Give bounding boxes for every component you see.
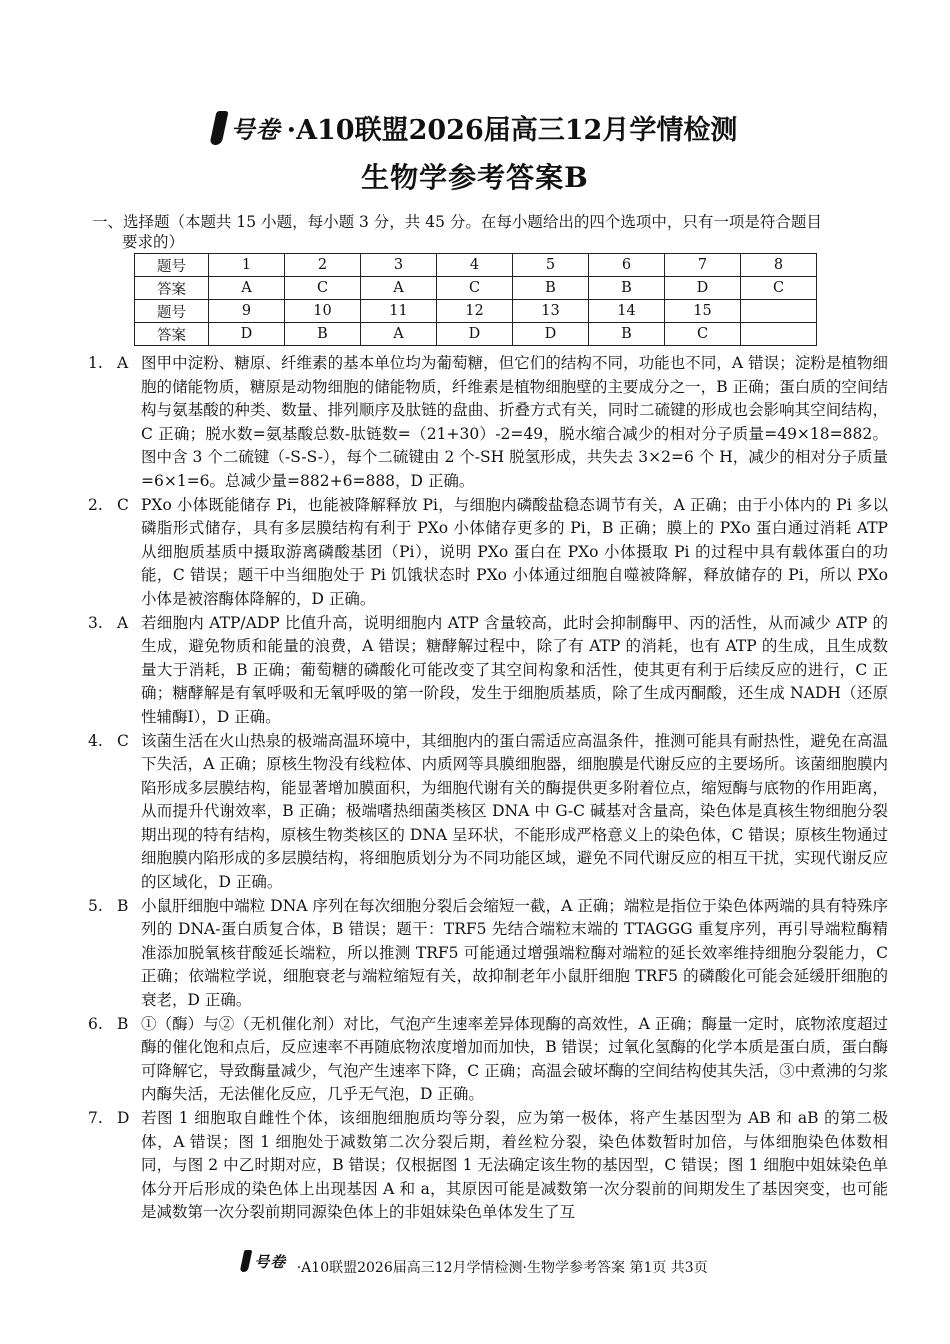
answer-table xyxy=(134,253,817,346)
table-cell: 12 xyxy=(437,300,513,323)
explanation-item xyxy=(88,612,888,730)
item-answer: A xyxy=(117,613,129,632)
table-cell: 4 xyxy=(437,254,513,277)
table-cell: A xyxy=(361,277,437,300)
item-number: 2. xyxy=(88,495,103,514)
table-cell: 13 xyxy=(513,300,589,323)
table-label-question: 题号 xyxy=(135,300,209,323)
explanation-item xyxy=(88,730,888,895)
table-cell: 9 xyxy=(209,300,285,323)
table-cell: 10 xyxy=(285,300,361,323)
title-text: ·A10联盟2026届高三12月学情检测 xyxy=(286,115,738,146)
table-cell: D xyxy=(209,323,285,346)
explanation-item xyxy=(88,895,888,1013)
table-cell: B xyxy=(513,277,589,300)
item-number: 5. xyxy=(88,896,103,915)
table-cell: C xyxy=(741,277,817,300)
table-cell: A xyxy=(361,323,437,346)
table-cell: B xyxy=(589,323,665,346)
table-label-answer: 答案 xyxy=(135,323,209,346)
table-row xyxy=(135,254,817,277)
explanation-item xyxy=(88,1013,888,1107)
table-cell: 15 xyxy=(665,300,741,323)
item-answer: C xyxy=(117,495,129,514)
explanation-item xyxy=(88,1107,888,1225)
footer-logo xyxy=(242,1250,286,1272)
table-cell: C xyxy=(437,277,513,300)
table-cell: 3 xyxy=(361,254,437,277)
item-text: 该菌生活在火山热泉的极端高温环境中，其细胞内的蛋白需适应高温条件，推测可能具有耐热性，避免在高温下失活，A 正确；原核生物没有线粒体、内质网等具膜细胞器，细胞膜是代谢反应的主要场所。该菌细胞膜内陷形成多层膜结构，能显著增加膜面积，为细胞代谢有关的酶提供更多附着位点，缩短酶与底物的作用距离，从而提升代谢效率，B 正确；极端嗜热细菌类核区 DNA 中 G-C 碱基对含量高，染色体是真核生物细胞分裂期出现的特有结构，原核生物类核区的 DNA 呈环状，不能形成严格意义上的染色体，C 错误；原核生物通过细胞膜内陷形成的多层膜结构，将细胞质划分为不同功能区域，避免不同代谢反应的相互干扰，实现代谢反应的区域化，D 正确。 xyxy=(141,731,888,892)
section-heading-line2: 要求的） xyxy=(122,233,185,251)
item-number: 3. xyxy=(88,613,103,632)
table-cell: B xyxy=(285,323,361,346)
section-heading-line1: 一、选择题（本题共 15 小题，每小题 3 分，共 45 分。在每小题给出的四个选项中，只有一项是符合题目 xyxy=(92,213,822,231)
table-cell: 11 xyxy=(361,300,437,323)
table-cell: C xyxy=(285,277,361,300)
item-text: 小鼠肝细胞中端粒 DNA 序列在每次细胞分裂后会缩短一截，A 正确；端粒是指位于染色体两端的具有特殊序列的 DNA-蛋白质复合体，B 错误；题干：TRF5 先结合端粒末端的 TTAGGG 重复序列，再引导端粒酶精准添加脱氧核苷酸延长端粒，所以推测 TRF5 可能通过增强端粒酶对端粒的延长效率维持细胞分裂能力，C 正确；依端粒学说，细胞衰老与端粒缩短有关，故抑制老年小鼠肝细胞 TRF5 的磷酸化可能会延缓肝细胞的衰老，D 正确。 xyxy=(141,896,888,1010)
table-cell: D xyxy=(437,323,513,346)
item-answer: B xyxy=(117,1014,129,1033)
item-answer: A xyxy=(117,354,129,372)
item-answer: B xyxy=(117,896,129,915)
table-label-answer: 答案 xyxy=(135,277,209,300)
item-text: 若细胞内 ATP/ADP 比值升高，说明细胞内 ATP 含量较高，此时会抑制酶甲、丙的活性，从而减少 ATP 的生成，避免物质和能量的浪费，A 错误；糖酵解过程中，除了有 ATP 的消耗，也有 ATP 的生成，且生成数量大于消耗，B 正确；葡萄糖的磷酸化可能改变了其空间构象和活性，使其更有利于后续反应的进行，C 正确；糖酵解是有氧呼吸和无氧呼吸的第一阶段，发生于细胞质基质，除了生成丙酮酸，还生成 NADH（还原性辅酶Ⅰ），D 正确。 xyxy=(141,613,888,726)
page-title xyxy=(213,108,738,147)
table-cell: 6 xyxy=(589,254,665,277)
table-cell: C xyxy=(665,323,741,346)
table-cell: 2 xyxy=(285,254,361,277)
item-answer: D xyxy=(117,1109,130,1127)
page-header xyxy=(0,108,950,149)
item-number: 1. xyxy=(88,354,103,372)
table-cell: B xyxy=(589,277,665,300)
table-cell: 14 xyxy=(589,300,665,323)
table-cell xyxy=(741,300,817,323)
table-cell: 5 xyxy=(513,254,589,277)
item-text: 图甲中淀粉、糖原、纤维素的基本单位均为葡萄糖，但它们的结构不同，功能也不同，A 错误；淀粉是植物细胞的储能物质，糖原是动物细胞的储能物质，纤维素是植物细胞壁的主要成分之一，B 正确；蛋白质的空间结构与氨基酸的种类、数量、排列顺序及肽链的盘曲、折叠方式有关，同时二硫键的形成也会影响其空间结构，C 正确；脱水数=氨基酸总数-肽链数=（21+30）-2=49，脱水缩合减少的相对分子质量=49×18=882。图中含 3 个二硫键（-S-S-），每个二硫键由 2 个-SH 脱氢形成，共失去 3×2=6 个 H，减少的相对分子质量=6×1=6。总减少量=882+6=888，D 正确。 xyxy=(141,354,888,490)
item-number: 6. xyxy=(88,1014,103,1033)
footer-logo-icon xyxy=(240,1250,253,1272)
explanation-item xyxy=(88,352,888,494)
table-cell xyxy=(741,323,817,346)
item-text: 若图 1 细胞取自雌性个体，该细胞细胞质均等分裂，应为第一极体，将产生基因型为 AB 和 aB 的第二极体，A 错误；图 1 细胞处于减数第二次分裂后期，着丝粒分裂，染色体数暂时加倍，与体细胞染色体数相同，与图 2 中乙时期对应，B 错误；仅根据图 1 无法确定该生物的基因型，C 错误；图 1 细胞中姐妹染色单体分开后形成的染色体上出现基因 A 和 a，其原因可能是减数第一次分裂前的间期发生了基因突变，也可能是减数第一次分裂前期同源染色体上的非姐妹染色单体发生了互 xyxy=(141,1109,888,1222)
explanation-item xyxy=(88,494,888,612)
table-cell: D xyxy=(513,323,589,346)
brand-logo-icon xyxy=(209,111,228,145)
footer-logo-text: 号卷 xyxy=(254,1252,287,1271)
table-row xyxy=(135,300,817,323)
page-subtitle: 生物学参考答案B xyxy=(361,161,589,194)
item-answer: C xyxy=(117,731,129,750)
brand-logo xyxy=(213,110,281,145)
footer-text: ·A10联盟2026届高三12月学情检测·生物学参考答案 第1页 共3页 xyxy=(296,1260,708,1276)
table-label-question: 题号 xyxy=(135,254,209,277)
item-number: 7. xyxy=(88,1109,103,1127)
explanation-list xyxy=(88,352,888,1225)
table-cell: 8 xyxy=(741,254,817,277)
table-row xyxy=(135,323,817,346)
page-footer xyxy=(0,1250,950,1277)
item-text: ①（酶）与②（无机催化剂）对比，气泡产生速率差异体现酶的高效性，A 正确；酶量一定时，底物浓度超过酶的催化饱和点后，反应速率不再随底物浓度增加而加快，B 错误；过氧化氢酶的化学本质是蛋白质，蛋白酶可降解它，导致酶量减少，气泡产生速率下降，C 正确；高温会破坏酶的空间结构使其失活，③中煮沸的匀浆内酶失活，无法催化反应，几乎无气泡，D 正确。 xyxy=(141,1014,888,1104)
section-heading xyxy=(92,212,882,252)
table-cell: 7 xyxy=(665,254,741,277)
table-cell: D xyxy=(665,277,741,300)
brand-logo-text: 号卷 xyxy=(230,115,281,144)
item-text: PXo 小体既能储存 Pi，也能被降解释放 Pi，与细胞内磷酸盐稳态调节有关，A 正确；由于小体内的 Pi 多以磷脂形式储存，具有多层膜结构有利于 PXo 小体储存更多的 Pi，B 正确；膜上的 PXo 蛋白通过消耗 ATP 从细胞质基质中摄取游离磷酸基团（Pi），说明 PXo 蛋白在 PXo 小体摄取 Pi 的过程中具有载体蛋白的功能，C 错误；题干中当细胞处于 Pi 饥饿状态时 PXo 小体通过细胞自噬被降解，释放储存的 Pi，所以 PXo 小体是被溶酶体降解的，D 正确。 xyxy=(141,495,888,608)
table-cell: A xyxy=(209,277,285,300)
table-cell: 1 xyxy=(209,254,285,277)
item-number: 4. xyxy=(88,731,103,750)
table-row xyxy=(135,277,817,300)
